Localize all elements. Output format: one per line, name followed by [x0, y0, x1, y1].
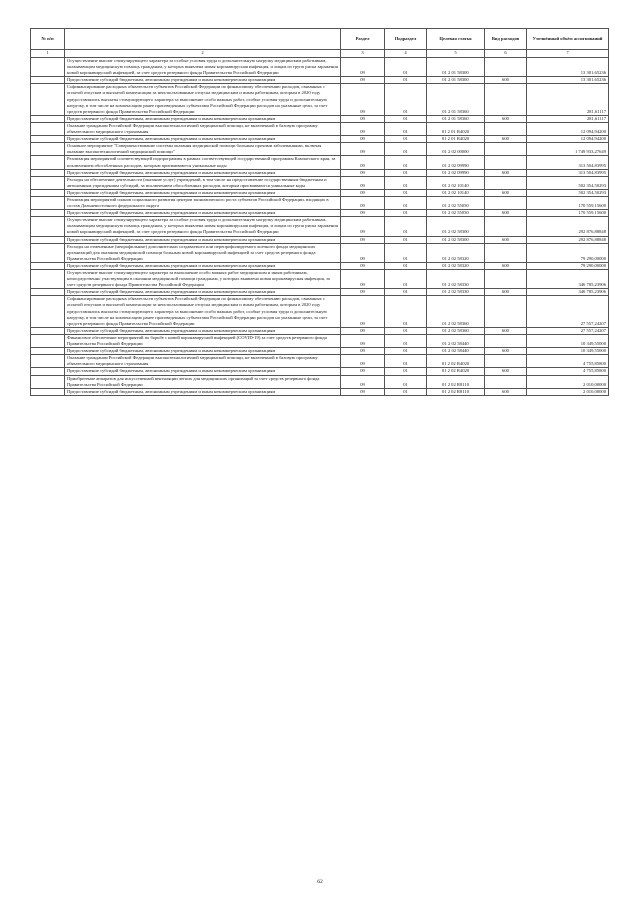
cell-name: Предоставление субсидий бюджетным, автономным учреждениям и иным некоммерческим организациям: [65, 289, 341, 296]
cell-name: Предоставление субсидий бюджетным, автономным учреждениям и иным некоммерческим организациям: [65, 136, 341, 143]
cell-csr: 01 2 02 58300: [427, 236, 485, 243]
cell-podrazdel: 01: [385, 262, 427, 269]
table-row: [31, 334, 609, 347]
table-row: [31, 136, 609, 143]
cell-name: Софинансирование расходных обязательств субъектов Российской Федерации по финансовому обеспечению расходов, связанных с оплатой отпусков и выплатой компенсации за неиспользованные отпуска медицинским и иным работникам, которым в 2020 году предоставлялись выплаты стимулирующего характера за выполнение особо важных работ, особые условия труда и дополнительную нагрузку, в том числе на компенсацию ранее произведенных субъектами Российской Федерации расходов на указанные цели, за счет средств резервного фонда Правительства Российской Федерации: [65, 296, 341, 327]
cell-csr: 01 2 02 58320: [427, 243, 485, 262]
cell-podrazdel: 01: [385, 176, 427, 189]
cell-razdel: 09: [341, 189, 385, 196]
header-sum: Уточнённый объём ассигнований: [527, 29, 609, 50]
cell-csr: 01 2 02 58300: [427, 217, 485, 236]
cell-csr: 01 2 02 R8110: [427, 375, 485, 388]
column-number: 5: [427, 50, 485, 58]
cell-name: Предоставление субсидий бюджетным, автономным учреждениям и иным некоммерческим организациям: [65, 115, 341, 122]
cell-vr: 600: [485, 136, 527, 143]
cell-sum: 346 785,23906: [527, 270, 609, 289]
table-row: [31, 210, 609, 217]
cell-podrazdel: 01: [385, 77, 427, 84]
cell-vr: 600: [485, 388, 527, 395]
column-number: 3: [341, 50, 385, 58]
cell-vr: 600: [485, 327, 527, 334]
cell-name: Предоставление субсидий бюджетным, автономным учреждениям и иным некоммерческим организациям: [65, 169, 341, 176]
cell-razdel: 09: [341, 217, 385, 236]
cell-vr: [485, 375, 527, 388]
header-razdel: Раздел: [341, 29, 385, 50]
cell-podrazdel: 01: [385, 143, 427, 156]
cell-podrazdel: 01: [385, 169, 427, 176]
cell-sum: 12 094,94200: [527, 136, 609, 143]
cell-sum: 170 559,15600: [527, 196, 609, 209]
cell-csr: 01 2 01 R4020: [427, 122, 485, 135]
table-row: [31, 388, 609, 395]
cell-num: [31, 84, 65, 115]
cell-podrazdel: 01: [385, 84, 427, 115]
cell-name: Осуществление выплат стимулирующего характера за выполнение особо важных работ медицинским и иным работникам, непосредственно участвующим в оказании медицинской помощи гражданам, у которых выявлена новая коронавирусная инфекция, за счет средств резервного фонда Правительства Российской Федерации: [65, 270, 341, 289]
cell-num: [31, 217, 65, 236]
cell-vr: 600: [485, 289, 527, 296]
cell-num: [31, 169, 65, 176]
cell-csr: 01 2 01 58300: [427, 58, 485, 77]
cell-name: Софинансирование расходных обязательств субъектов Российской Федерации по финансовому обеспечению расходов, связанных с оплатой отпусков и выплатой компенсации за неиспользованные отпуска медицинским и иным работникам, которым в 2020 году предоставлялись выплаты стимулирующего характера за выполнение особо важных работ, особые условия труда и дополнительную нагрузку, в том числе на компенсацию ранее произведенных субъектами Российской Федерации расходов на указанные цели, за счет средств резервного фонда Правительства Российской Федерации: [65, 84, 341, 115]
table-row: [31, 176, 609, 189]
table-row: [31, 327, 609, 334]
table-row: [31, 368, 609, 375]
cell-vr: 600: [485, 189, 527, 196]
cell-name: Расходы на отмененные (непрофильные) дополнительно создаваемого или перепрофилируемого коечного фонда медицинских организаций для оказания медицинской помощи больным новой коронавирусной инфекцией за счет средств резервного фонда Правительства Российской Федерации: [65, 243, 341, 262]
cell-podrazdel: 01: [385, 58, 427, 77]
cell-name: Предоставление субсидий бюджетным, автономным учреждениям и иным некоммерческим организациям: [65, 262, 341, 269]
table-row: [31, 236, 609, 243]
cell-name: Основное мероприятие "Совершенствование системы оказания медицинской помощи больным прочими заболеваниями, включая оказание высокотехнологичной медицинской помощи": [65, 143, 341, 156]
cell-num: [31, 196, 65, 209]
cell-csr: 01 2 02 09990: [427, 156, 485, 169]
cell-razdel: 09: [341, 156, 385, 169]
cell-podrazdel: 01: [385, 348, 427, 355]
cell-podrazdel: 01: [385, 122, 427, 135]
cell-name: Предоставление субсидий бюджетным, автономным учреждениям и иным некоммерческим организациям: [65, 348, 341, 355]
cell-razdel: 09: [341, 334, 385, 347]
table-row: [31, 355, 609, 368]
cell-vr: [485, 355, 527, 368]
cell-num: [31, 262, 65, 269]
cell-vr: [485, 176, 527, 189]
cell-csr: 01 2 01 58360: [427, 115, 485, 122]
cell-razdel: 09: [341, 270, 385, 289]
cell-sum: 2 010,00000: [527, 388, 609, 395]
cell-sum: 281,61117: [527, 115, 609, 122]
cell-vr: 600: [485, 262, 527, 269]
cell-razdel: 09: [341, 289, 385, 296]
header-num: № п/п: [31, 29, 65, 50]
cell-vr: [485, 334, 527, 347]
table-row: [31, 77, 609, 84]
cell-vr: 600: [485, 169, 527, 176]
cell-csr: 01 2 02 R4020: [427, 368, 485, 375]
cell-num: [31, 334, 65, 347]
table-row: [31, 58, 609, 77]
cell-razdel: 09: [341, 136, 385, 143]
table-row: [31, 262, 609, 269]
cell-name: Предоставление субсидий бюджетным, автономным учреждениям и иным некоммерческим организациям: [65, 77, 341, 84]
cell-name: Оказание гражданам Российской Федерации высокотехнологичной медицинской помощи, не включенной в базовую программу обязательного медицинского страхования: [65, 355, 341, 368]
cell-vr: 600: [485, 368, 527, 375]
cell-name: Предоставление субсидий бюджетным, автономным учреждениям и иным некоммерческим организациям: [65, 210, 341, 217]
table-row: [31, 348, 609, 355]
cell-podrazdel: 01: [385, 217, 427, 236]
cell-podrazdel: 01: [385, 375, 427, 388]
cell-podrazdel: 01: [385, 196, 427, 209]
budget-table: [30, 28, 609, 396]
cell-num: [31, 210, 65, 217]
cell-num: [31, 355, 65, 368]
cell-sum: 346 785,23906: [527, 289, 609, 296]
cell-vr: [485, 296, 527, 327]
header-name: [65, 29, 341, 50]
cell-vr: [485, 156, 527, 169]
cell-podrazdel: 01: [385, 327, 427, 334]
cell-sum: 4 755,85800: [527, 355, 609, 368]
cell-razdel: 09: [341, 58, 385, 77]
cell-num: [31, 115, 65, 122]
cell-num: [31, 122, 65, 135]
column-number-row: [31, 50, 609, 58]
cell-vr: [485, 196, 527, 209]
cell-name: Реализация мероприятий соответствующей подпрограммы в рамках соответствующей государственной программы Камчатского края, за исключением обособленных расходов, которым присваиваются уникальные коды: [65, 156, 341, 169]
cell-sum: 79 290,00000: [527, 243, 609, 262]
cell-name: Расходы на обеспечение деятельности (оказание услуг) учреждений, в том числе на предоставление государственным бюджетным и автономным учреждениям субсидий, за исключением обособленных расходов, которым присваиваются уникальные коды: [65, 176, 341, 189]
cell-num: [31, 176, 65, 189]
budget-table-sheet: [30, 28, 608, 396]
cell-sum: 292 876,88848: [527, 217, 609, 236]
table-row: [31, 196, 609, 209]
cell-csr: 01 2 02 10140: [427, 176, 485, 189]
cell-num: [31, 58, 65, 77]
cell-sum: 170 559,15600: [527, 210, 609, 217]
cell-num: [31, 296, 65, 327]
cell-podrazdel: 01: [385, 189, 427, 196]
cell-csr: 01 2 02 58320: [427, 262, 485, 269]
cell-razdel: 09: [341, 348, 385, 355]
header-podrazdel: Подраздел: [385, 29, 427, 50]
cell-name: Оказание гражданам Российской Федерации высокотехнологичной медицинской помощи, не включенной в базовую программу обязательного медицинского страхования: [65, 122, 341, 135]
cell-razdel: 09: [341, 169, 385, 176]
cell-sum: 79 290,00000: [527, 262, 609, 269]
cell-vr: 600: [485, 115, 527, 122]
cell-razdel: 09: [341, 176, 385, 189]
cell-podrazdel: 01: [385, 236, 427, 243]
cell-podrazdel: 01: [385, 115, 427, 122]
page-number: 62: [317, 879, 323, 885]
cell-podrazdel: 01: [385, 270, 427, 289]
column-number: 6: [485, 50, 527, 58]
table-row: [31, 156, 609, 169]
cell-razdel: 09: [341, 296, 385, 327]
cell-sum: 292 876,88848: [527, 236, 609, 243]
cell-num: [31, 327, 65, 334]
cell-razdel: 09: [341, 243, 385, 262]
table-row: [31, 84, 609, 115]
cell-podrazdel: 01: [385, 355, 427, 368]
cell-num: [31, 348, 65, 355]
cell-sum: 13 301,65236: [527, 58, 609, 77]
table-row: [31, 289, 609, 296]
table-row: [31, 296, 609, 327]
cell-sum: 10 349,55000: [527, 334, 609, 347]
table-row: [31, 115, 609, 122]
cell-razdel: 09: [341, 236, 385, 243]
header-csr: Целевая статья: [427, 29, 485, 50]
cell-podrazdel: 01: [385, 136, 427, 143]
column-number: 2: [65, 50, 341, 58]
cell-csr: 01 2 01 R4020: [427, 136, 485, 143]
table-body: [31, 58, 609, 396]
cell-csr: 01 2 02 R8110: [427, 388, 485, 395]
cell-csr: 01 2 02 58330: [427, 289, 485, 296]
cell-csr: 01 2 01 58300: [427, 77, 485, 84]
cell-name: Осуществление выплат стимулирующего характера за особые условия труда и дополнительную нагрузку медицинским работникам, оказывающим медицинскую помощь гражданам, у которых выявлена новая коронавирусная инфекция, и лицам из групп риска заражения новой коронавирусной инфекцией, за счет средств резервного фонда Правительства Российской Федерации: [65, 58, 341, 77]
cell-num: [31, 236, 65, 243]
cell-vr: [485, 122, 527, 135]
cell-csr: 01 2 02 58360: [427, 296, 485, 327]
cell-sum: 313 504,83995: [527, 169, 609, 176]
cell-podrazdel: 01: [385, 243, 427, 262]
cell-csr: 01 2 02 58330: [427, 270, 485, 289]
cell-vr: [485, 58, 527, 77]
cell-podrazdel: 01: [385, 210, 427, 217]
cell-csr: 01 2 02 55050: [427, 210, 485, 217]
cell-name: Предоставление субсидий бюджетным, автономным учреждениям и иным некоммерческим организациям: [65, 327, 341, 334]
column-number: 7: [527, 50, 609, 58]
header-row: [31, 29, 609, 50]
cell-sum: 27 557,24207: [527, 296, 609, 327]
cell-vr: [485, 243, 527, 262]
cell-name: Предоставление субсидий бюджетным, автономным учреждениям и иным некоммерческим организациям: [65, 368, 341, 375]
cell-podrazdel: 01: [385, 368, 427, 375]
cell-sum: 27 557,24207: [527, 327, 609, 334]
cell-razdel: 09: [341, 84, 385, 115]
cell-num: [31, 136, 65, 143]
cell-csr: 01 2 02 58440: [427, 348, 485, 355]
cell-podrazdel: 01: [385, 289, 427, 296]
cell-csr: 01 2 02 58440: [427, 334, 485, 347]
cell-num: [31, 143, 65, 156]
cell-num: [31, 189, 65, 196]
column-number: 1: [31, 50, 65, 58]
table-row: [31, 270, 609, 289]
cell-razdel: 09: [341, 210, 385, 217]
cell-num: [31, 77, 65, 84]
cell-csr: 01 2 02 R4020: [427, 355, 485, 368]
cell-razdel: 09: [341, 375, 385, 388]
cell-csr: 01 2 02 58360: [427, 327, 485, 334]
cell-num: [31, 388, 65, 395]
cell-sum: 2 010,00000: [527, 375, 609, 388]
cell-csr: 01 2 01 58360: [427, 84, 485, 115]
cell-num: [31, 375, 65, 388]
cell-razdel: 09: [341, 122, 385, 135]
cell-sum: 10 349,55000: [527, 348, 609, 355]
cell-num: [31, 289, 65, 296]
cell-num: [31, 368, 65, 375]
table-row: [31, 189, 609, 196]
cell-name: Финансовое обеспечение мероприятий по борьбе с новой коронавирусной инфекцией (COVID-19) за счет средств резервного фонда Правительства Российской Федерации: [65, 334, 341, 347]
cell-razdel: 09: [341, 355, 385, 368]
cell-razdel: 09: [341, 388, 385, 395]
cell-sum: 502 354,50293: [527, 189, 609, 196]
cell-name: Реализация мероприятий планов социального развития центров экономического роста субъектов Российской Федерации, входящих в состав Дальневосточного федерального округа: [65, 196, 341, 209]
cell-razdel: 09: [341, 327, 385, 334]
cell-vr: [485, 270, 527, 289]
cell-csr: 01 2 02 10140: [427, 189, 485, 196]
cell-sum: 313 504,83995: [527, 156, 609, 169]
cell-podrazdel: 01: [385, 296, 427, 327]
column-number: 4: [385, 50, 427, 58]
cell-name: Приобретение аппаратов для искусственной вентиляции легких для медицинских организаций за счет средств резервного фонда Правительства Российской Федерации: [65, 375, 341, 388]
cell-razdel: 09: [341, 115, 385, 122]
table-row: [31, 122, 609, 135]
cell-name: Предоставление субсидий бюджетным, автономным учреждениям и иным некоммерческим организациям: [65, 236, 341, 243]
cell-vr: 600: [485, 236, 527, 243]
cell-sum: 281,61117: [527, 84, 609, 115]
cell-vr: [485, 143, 527, 156]
table-row: [31, 243, 609, 262]
cell-sum: 12 094,94200: [527, 122, 609, 135]
cell-razdel: 09: [341, 262, 385, 269]
cell-sum: 13 301,65236: [527, 77, 609, 84]
table-row: [31, 375, 609, 388]
cell-name: Предоставление субсидий бюджетным, автономным учреждениям и иным некоммерческим организациям: [65, 189, 341, 196]
cell-num: [31, 243, 65, 262]
cell-num: [31, 156, 65, 169]
cell-name: Предоставление субсидий бюджетным, автономным учреждениям и иным некоммерческим организациям: [65, 388, 341, 395]
cell-sum: 4 755,85800: [527, 368, 609, 375]
cell-sum: 502 354,50293: [527, 176, 609, 189]
cell-vr: [485, 84, 527, 115]
table-row: [31, 217, 609, 236]
table-row: [31, 169, 609, 176]
cell-csr: 01 2 02 09990: [427, 169, 485, 176]
table-row: [31, 143, 609, 156]
cell-podrazdel: 01: [385, 388, 427, 395]
header-vr: Вид расходов: [485, 29, 527, 50]
cell-sum: 1 749 933,27649: [527, 143, 609, 156]
cell-razdel: 09: [341, 196, 385, 209]
cell-num: [31, 270, 65, 289]
cell-csr: 01 2 02 00000: [427, 143, 485, 156]
cell-razdel: 09: [341, 77, 385, 84]
cell-razdel: 09: [341, 368, 385, 375]
cell-razdel: 09: [341, 143, 385, 156]
cell-vr: 600: [485, 77, 527, 84]
cell-vr: 600: [485, 210, 527, 217]
cell-podrazdel: 01: [385, 334, 427, 347]
cell-podrazdel: 01: [385, 156, 427, 169]
cell-vr: [485, 217, 527, 236]
cell-name: Осуществление выплат стимулирующего характера за особые условия труда и дополнительную нагрузку медицинским работникам, оказывающим медицинскую помощь гражданам, у которых выявлена новая коронавирусная инфекция, и лицам из групп риска заражения новой коронавирусной инфекцией, за счет средств резервного фонда Правительства Российской Федерации: [65, 217, 341, 236]
cell-vr: 600: [485, 348, 527, 355]
cell-csr: 01 2 02 55050: [427, 196, 485, 209]
